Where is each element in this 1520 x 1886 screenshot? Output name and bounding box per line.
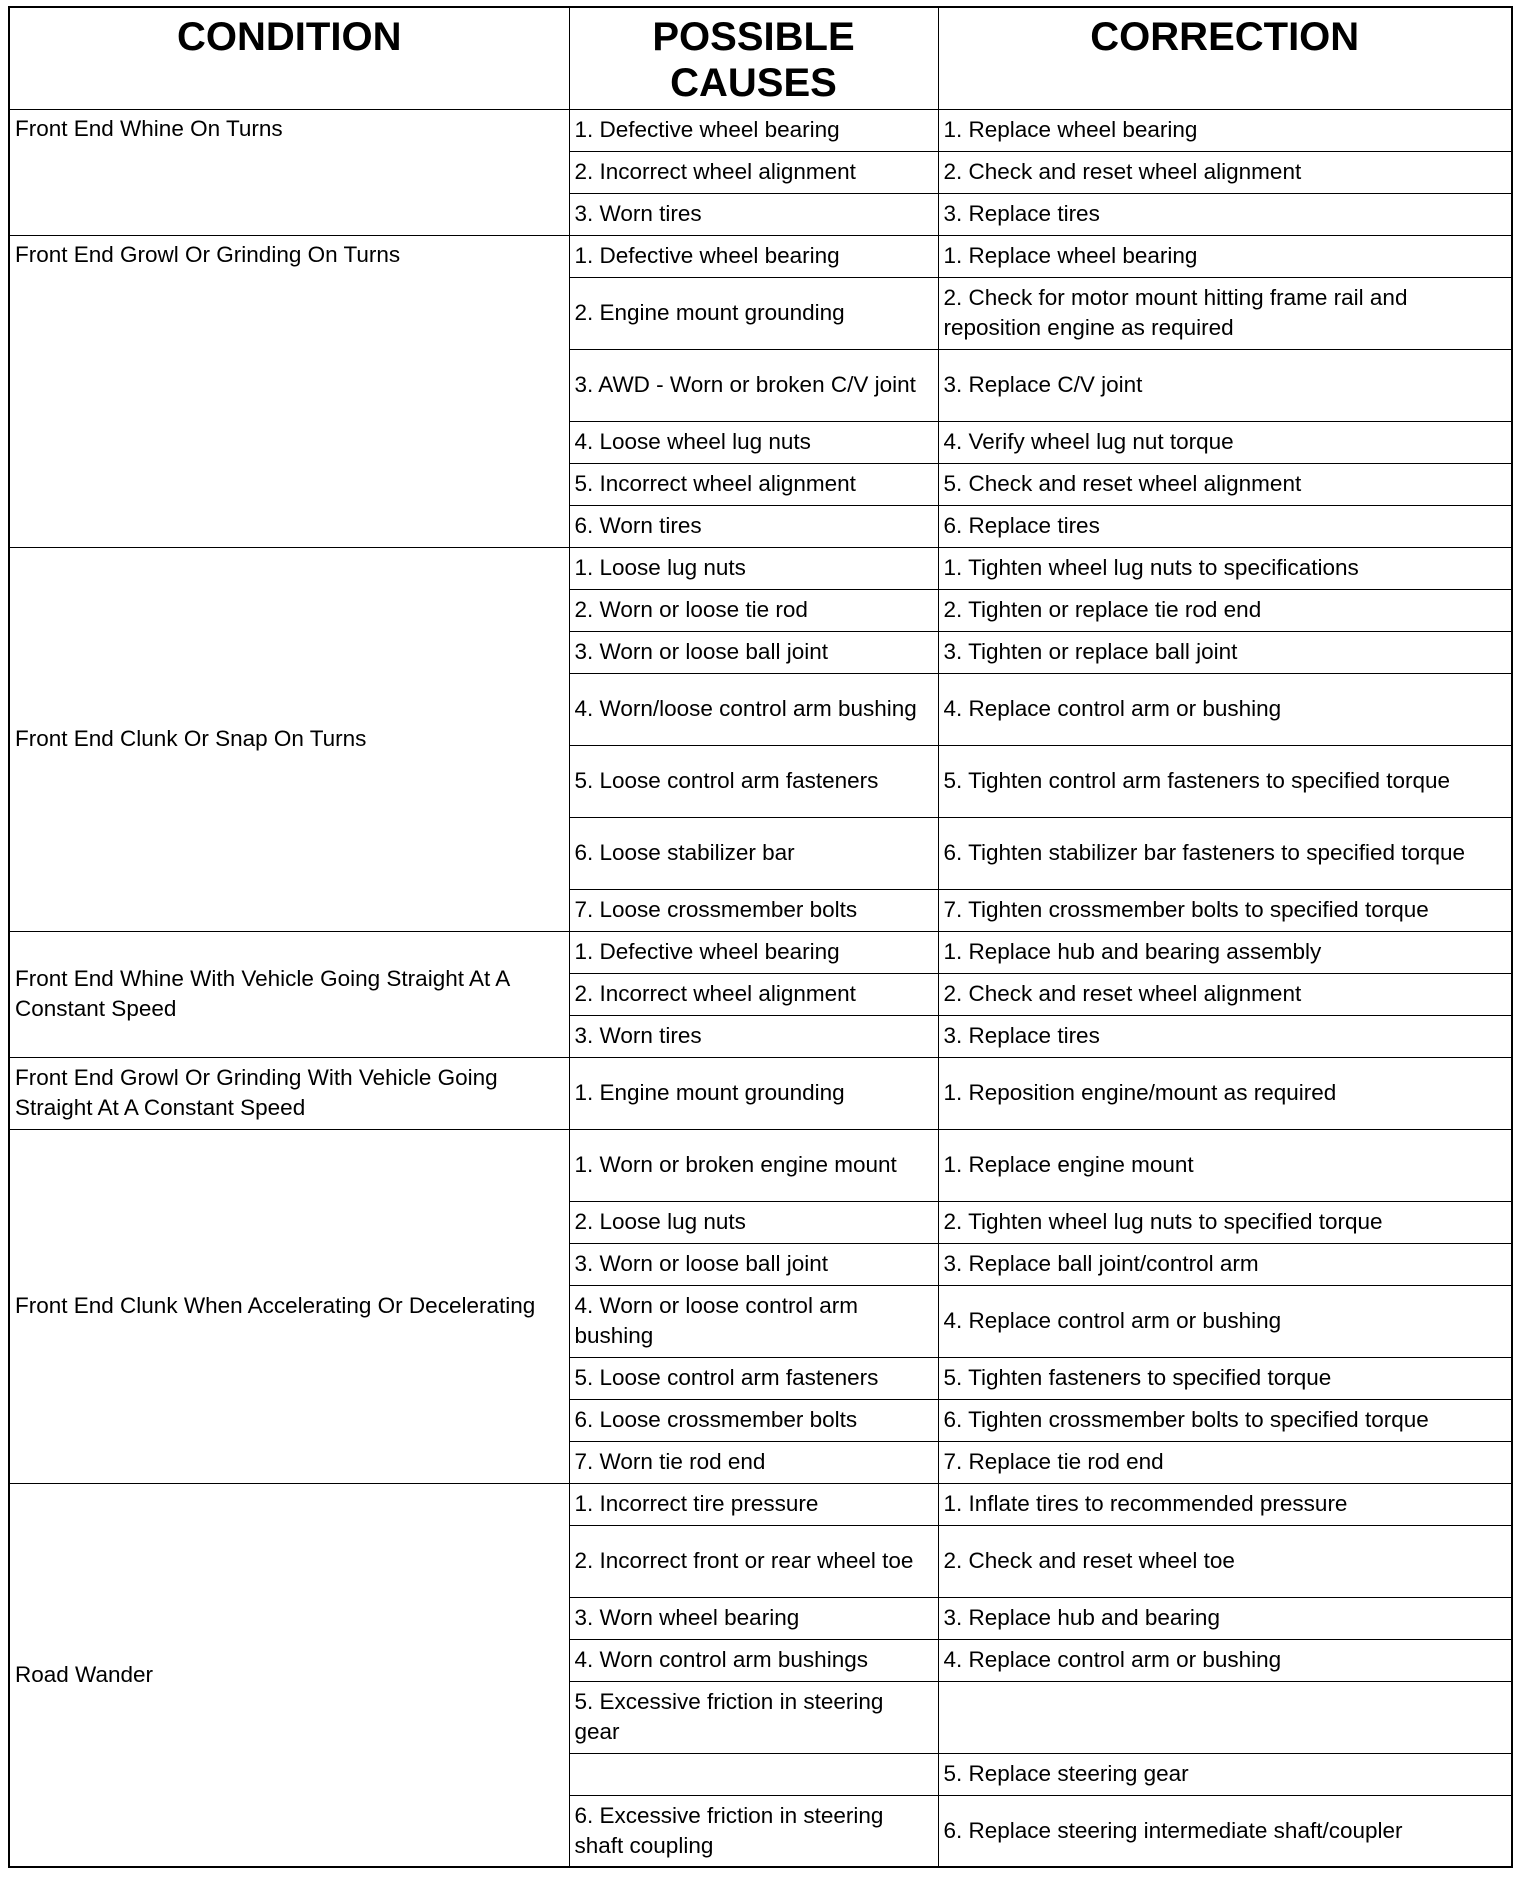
- correction-cell: 5. Replace steering gear: [938, 1753, 1512, 1795]
- cause-cell: 4. Worn or loose control arm bushing: [569, 1285, 938, 1357]
- cause-cell: 4. Worn control arm bushings: [569, 1639, 938, 1681]
- correction-cell: 3. Replace C/V joint: [938, 349, 1512, 421]
- correction-cell: 3. Replace tires: [938, 1015, 1512, 1057]
- table-row: [9, 235, 1512, 277]
- cause-cell: 2. Incorrect wheel alignment: [569, 151, 938, 193]
- correction-cell: 4. Replace control arm or bushing: [938, 1639, 1512, 1681]
- cause-cell: 1. Loose lug nuts: [569, 547, 938, 589]
- correction-cell: 3. Replace tires: [938, 193, 1512, 235]
- header-correction: CORRECTION: [938, 7, 1512, 109]
- cause-cell: 2. Incorrect wheel alignment: [569, 973, 938, 1015]
- table-row: [9, 1483, 1512, 1525]
- cause-cell: 5. Excessive friction in steering gear: [569, 1681, 938, 1753]
- cause-cell: 3. Worn or loose ball joint: [569, 631, 938, 673]
- condition-cell: Front End Growl Or Grinding With Vehicle Going Straight At A Constant Speed: [9, 1057, 569, 1129]
- cause-cell: 5. Loose control arm fasteners: [569, 1357, 938, 1399]
- condition-cell: Front End Clunk Or Snap On Turns: [9, 547, 569, 931]
- cause-cell: 1. Engine mount grounding: [569, 1057, 938, 1129]
- table-body: [9, 109, 1512, 1867]
- correction-cell: 1. Replace wheel bearing: [938, 235, 1512, 277]
- correction-cell: 4. Replace control arm or bushing: [938, 673, 1512, 745]
- correction-cell: 4. Verify wheel lug nut torque: [938, 421, 1512, 463]
- correction-cell: 2. Check for motor mount hitting frame rail and reposition engine as required: [938, 277, 1512, 349]
- correction-cell: 6. Tighten crossmember bolts to specified torque: [938, 1399, 1512, 1441]
- header-condition: CONDITION: [9, 7, 569, 109]
- correction-cell: 6. Tighten stabilizer bar fasteners to specified torque: [938, 817, 1512, 889]
- correction-cell: 3. Replace ball joint/control arm: [938, 1243, 1512, 1285]
- correction-cell: 2. Check and reset wheel toe: [938, 1525, 1512, 1597]
- cause-cell: 2. Engine mount grounding: [569, 277, 938, 349]
- correction-cell: 2. Check and reset wheel alignment: [938, 973, 1512, 1015]
- cause-cell: 3. Worn tires: [569, 193, 938, 235]
- correction-cell: 2. Tighten or replace tie rod end: [938, 589, 1512, 631]
- condition-cell: Front End Whine With Vehicle Going Straight At A Constant Speed: [9, 931, 569, 1057]
- correction-cell: [938, 1681, 1512, 1753]
- header-possible-causes: POSSIBLE CAUSES: [569, 7, 938, 109]
- cause-cell: 1. Incorrect tire pressure: [569, 1483, 938, 1525]
- cause-cell: [569, 1753, 938, 1795]
- cause-cell: 5. Incorrect wheel alignment: [569, 463, 938, 505]
- correction-cell: 1. Replace engine mount: [938, 1129, 1512, 1201]
- correction-cell: 1. Replace hub and bearing assembly: [938, 931, 1512, 973]
- correction-cell: 1. Tighten wheel lug nuts to specifications: [938, 547, 1512, 589]
- cause-cell: 2. Incorrect front or rear wheel toe: [569, 1525, 938, 1597]
- header-row: [9, 7, 1512, 109]
- cause-cell: 4. Loose wheel lug nuts: [569, 421, 938, 463]
- cause-cell: 5. Loose control arm fasteners: [569, 745, 938, 817]
- cause-cell: 3. AWD - Worn or broken C/V joint: [569, 349, 938, 421]
- cause-cell: 1. Defective wheel bearing: [569, 235, 938, 277]
- condition-cell: Front End Growl Or Grinding On Turns: [9, 235, 569, 547]
- correction-cell: 5. Check and reset wheel alignment: [938, 463, 1512, 505]
- correction-cell: 7. Replace tie rod end: [938, 1441, 1512, 1483]
- cause-cell: 1. Worn or broken engine mount: [569, 1129, 938, 1201]
- table-row: [9, 547, 1512, 589]
- cause-cell: 6. Excessive friction in steering shaft coupling: [569, 1795, 938, 1867]
- correction-cell: 2. Check and reset wheel alignment: [938, 151, 1512, 193]
- cause-cell: 2. Loose lug nuts: [569, 1201, 938, 1243]
- cause-cell: 3. Worn wheel bearing: [569, 1597, 938, 1639]
- table-row: [9, 931, 1512, 973]
- diagnosis-table-container: [8, 6, 1513, 1868]
- correction-cell: 3. Replace hub and bearing: [938, 1597, 1512, 1639]
- correction-cell: 2. Tighten wheel lug nuts to specified torque: [938, 1201, 1512, 1243]
- correction-cell: 6. Replace steering intermediate shaft/coupler: [938, 1795, 1512, 1867]
- correction-cell: 1. Replace wheel bearing: [938, 109, 1512, 151]
- correction-cell: 5. Tighten fasteners to specified torque: [938, 1357, 1512, 1399]
- condition-cell: Road Wander: [9, 1483, 569, 1867]
- cause-cell: 1. Defective wheel bearing: [569, 931, 938, 973]
- correction-cell: 3. Tighten or replace ball joint: [938, 631, 1512, 673]
- diagnosis-table: [8, 6, 1513, 1868]
- table-header: [9, 7, 1512, 109]
- cause-cell: 3. Worn tires: [569, 1015, 938, 1057]
- table-row: [9, 1129, 1512, 1201]
- cause-cell: 4. Worn/loose control arm bushing: [569, 673, 938, 745]
- correction-cell: 4. Replace control arm or bushing: [938, 1285, 1512, 1357]
- cause-cell: 7. Loose crossmember bolts: [569, 889, 938, 931]
- correction-cell: 6. Replace tires: [938, 505, 1512, 547]
- correction-cell: 1. Inflate tires to recommended pressure: [938, 1483, 1512, 1525]
- correction-cell: 7. Tighten crossmember bolts to specified torque: [938, 889, 1512, 931]
- cause-cell: 6. Worn tires: [569, 505, 938, 547]
- correction-cell: 1. Reposition engine/mount as required: [938, 1057, 1512, 1129]
- cause-cell: 3. Worn or loose ball joint: [569, 1243, 938, 1285]
- cause-cell: 6. Loose stabilizer bar: [569, 817, 938, 889]
- cause-cell: 7. Worn tie rod end: [569, 1441, 938, 1483]
- correction-cell: 5. Tighten control arm fasteners to specified torque: [938, 745, 1512, 817]
- table-row: [9, 1057, 1512, 1129]
- cause-cell: 2. Worn or loose tie rod: [569, 589, 938, 631]
- condition-cell: Front End Whine On Turns: [9, 109, 569, 235]
- table-row: [9, 109, 1512, 151]
- cause-cell: 1. Defective wheel bearing: [569, 109, 938, 151]
- condition-cell: Front End Clunk When Accelerating Or Decelerating: [9, 1129, 569, 1483]
- cause-cell: 6. Loose crossmember bolts: [569, 1399, 938, 1441]
